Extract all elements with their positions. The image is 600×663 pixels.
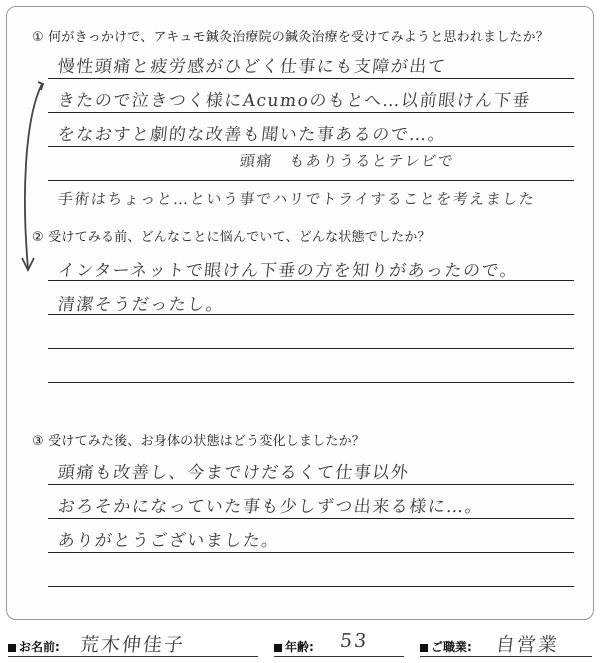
name-value: 荒木伸佳子 (78, 634, 187, 656)
handwritten-answer-2-line-1: インターネットで眼けん下垂の方を知りがあったので。 (56, 261, 520, 281)
respondent-info (0, 628, 600, 658)
margin-arrow-icon (14, 80, 48, 280)
square-bullet-icon (420, 644, 428, 652)
answer-line (48, 112, 574, 113)
square-bullet-icon (274, 644, 282, 652)
question-3: ③ 受けてみた後、お身体の状態はどう変化しましたか？ (32, 434, 365, 449)
age-underline (274, 656, 404, 657)
handwritten-answer-2-line-2: 清潔そうだったし。 (56, 295, 226, 315)
job-value: 自営業 (494, 634, 561, 656)
question-2: ② 受けてみる前、どんなことに悩んでいて、どんな状態でしたか？ (32, 230, 431, 245)
square-bullet-icon (8, 644, 16, 652)
handwritten-answer-1-line-5: 手術はちょっと…という事でハリでトライすることを考えました (57, 190, 537, 208)
answer-line (48, 586, 574, 587)
age-value: 53 (338, 630, 370, 652)
name-underline (8, 656, 258, 657)
answer-line (48, 382, 574, 383)
handwritten-answer-1-line-1: 慢性頭痛と疲労感がひどく仕事にも支障が出て (56, 57, 448, 77)
age-label: 年齢: (274, 638, 314, 655)
answer-line (48, 78, 574, 79)
answer-line (48, 348, 574, 349)
name-label: お名前: (8, 638, 60, 655)
answer-line (48, 552, 574, 553)
handwritten-answer-1-line-3: をなおすと劇的な改善も聞いた事あるので…。 (56, 125, 448, 145)
handwritten-answer-1-line-2: きたので泣きつく様にAcumoのもとへ…以前眼けん下垂 (56, 91, 532, 111)
answer-line (48, 518, 574, 519)
answer-line (48, 180, 574, 181)
job-underline (420, 656, 592, 657)
job-label: ご職業: (420, 638, 472, 655)
handwritten-answer-3-line-2: おろそかになっていた事も少しずつ出来る様に…。 (56, 497, 485, 517)
handwritten-answer-1-line-4: 頭痛 もありうるとテレビで (239, 152, 456, 170)
answer-line (48, 146, 574, 147)
question-1: ① 何がきっかけで、アキュモ鍼灸治療院の鍼灸治療を受けてみようと思われましたか？ (32, 30, 550, 45)
handwritten-answer-3-line-3: ありがとうございました。 (56, 531, 281, 551)
handwritten-answer-3-line-1: 頭痛も改善し、今までけだるくて仕事以外 (56, 463, 411, 483)
answer-line (48, 484, 574, 485)
